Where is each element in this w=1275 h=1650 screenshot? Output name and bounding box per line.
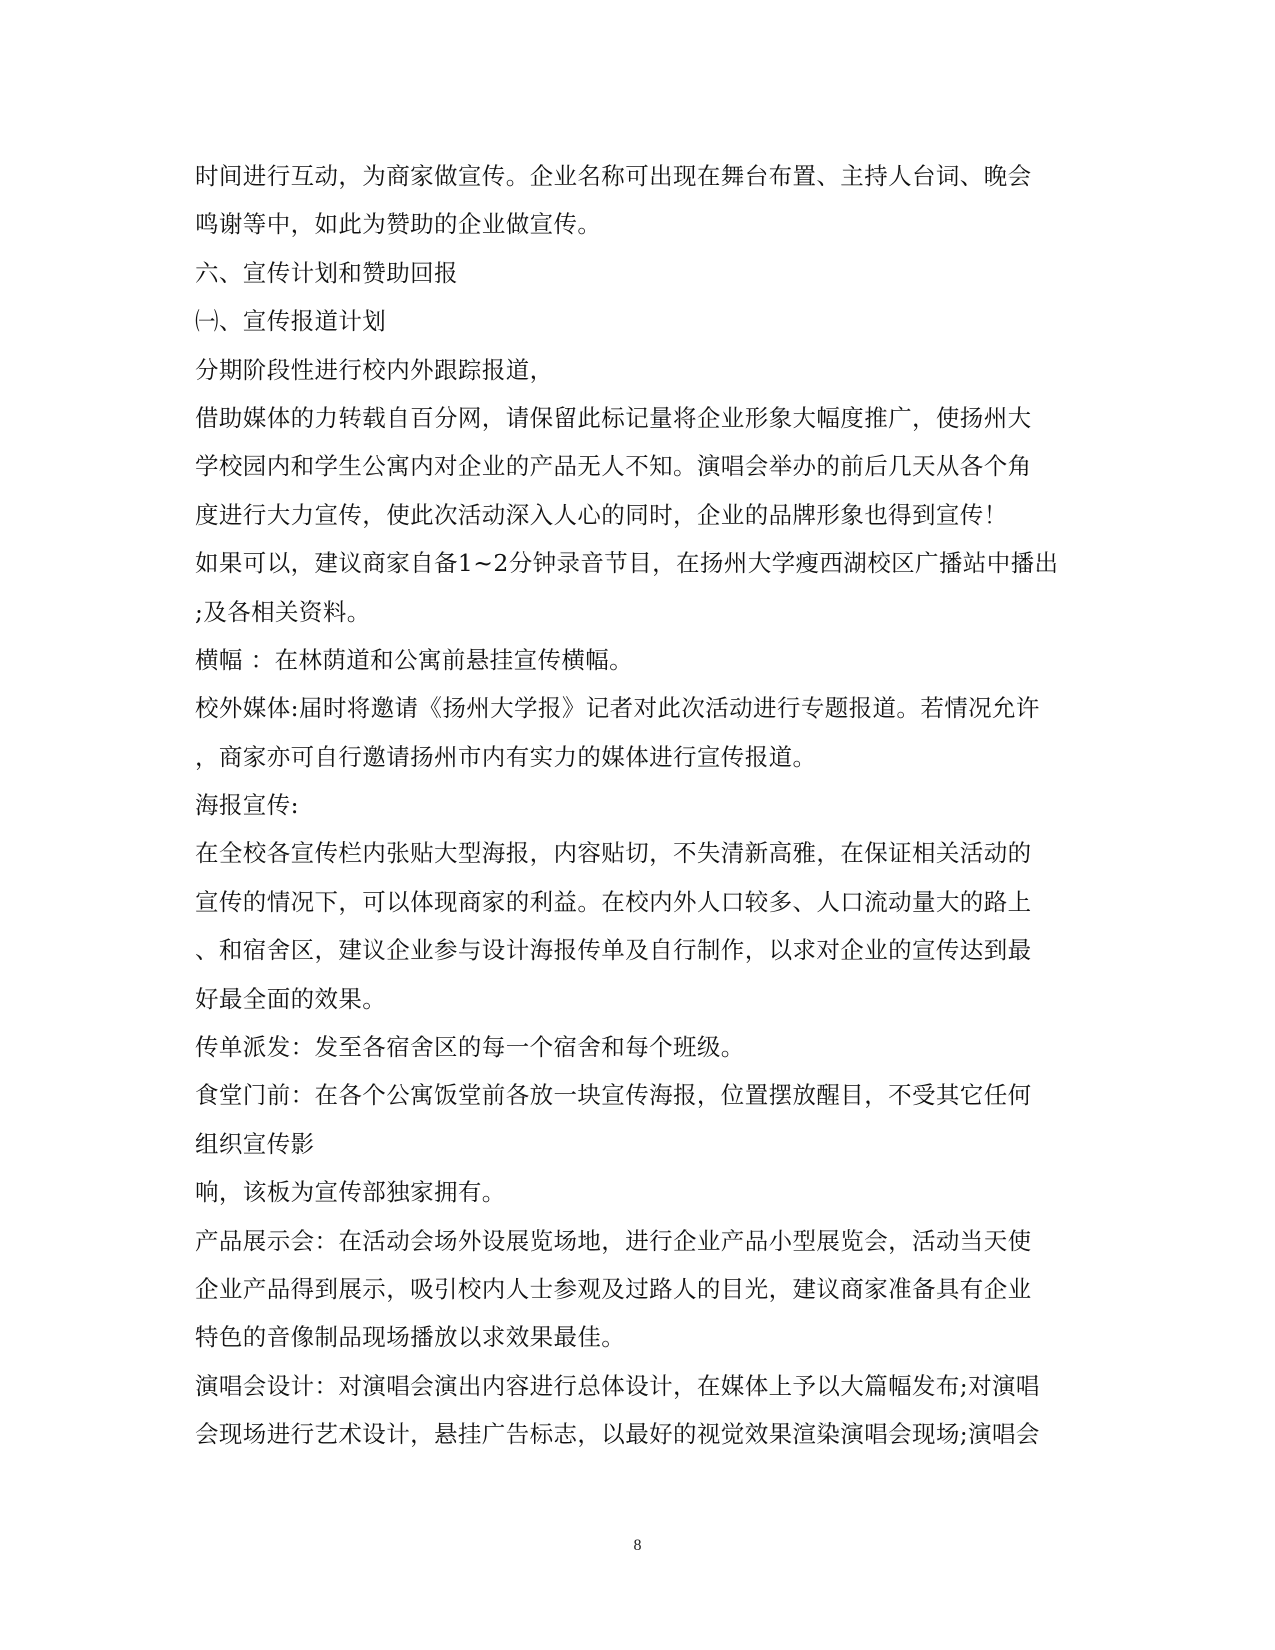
text-line: 食堂门前：在各个公寓饭堂前各放一块宣传海报，位置摆放醒目，不受其它任何 (195, 1081, 1032, 1110)
text-line: 企业产品得到展示，吸引校内人士参观及过路人的目光，建议商家准备具有企业 (195, 1274, 1032, 1303)
text-line: 宣传的情况下，可以体现商家的利益。在校内外人口较多、人口流动量大的路上 (195, 887, 1032, 916)
text-line: 海报宣传: (195, 791, 299, 820)
text-line: 、和宿舍区，建议企业参与设计海报传单及自行制作，以求对企业的宣传达到最 (195, 936, 1032, 965)
text-line: 鸣谢等中，如此为赞助的企业做宣传。 (195, 210, 602, 239)
text-line: 响，该板为宣传部独家拥有。 (195, 1178, 506, 1207)
text-line: 传单派发：发至各宿舍区的每一个宿舍和每个班级。 (195, 1033, 745, 1062)
text-line: 学校园内和学生公寓内对企业的产品无人不知。演唱会举办的前后几天从各个角 (195, 452, 1032, 481)
text-line: 演唱会设计：对演唱会演出内容进行总体设计，在媒体上予以大篇幅发布;对演唱 (195, 1371, 1040, 1400)
section-heading: 六、宣传计划和赞助回报 (195, 258, 458, 287)
text-line: 度进行大力宣传，使此次活动深入人心的同时，企业的品牌形象也得到宣传！ (195, 500, 1008, 529)
subsection-heading: ㈠、宣传报道计划 (195, 307, 387, 336)
text-line: 组织宣传影 (195, 1129, 315, 1158)
text-line: 好最全面的效果。 (195, 984, 387, 1013)
text-line: 校外媒体:届时将邀请《扬州大学报》记者对此次活动进行专题报道。若情况允许 (195, 694, 1040, 723)
text-line: 如果可以，建议商家自备1~2分钟录音节目，在扬州大学瘦西湖校区广播站中播出 (195, 549, 1059, 578)
text-line: 在全校各宣传栏内张贴大型海报，内容贴切，不失清新高雅，在保证相关活动的 (195, 839, 1032, 868)
text-line: 借助媒体的力转载自百分网，请保留此标记量将企业形象大幅度推广，使扬州大 (195, 403, 1032, 432)
text-line: 横幅 ：在林荫道和公寓前悬挂宣传横幅。 (195, 645, 634, 674)
page-number: 8 (633, 1537, 642, 1554)
text-line: ，商家亦可自行邀请扬州市内有实力的媒体进行宣传报道。 (195, 742, 817, 771)
body-text (195, 152, 1085, 1459)
text-line: 会现场进行艺术设计，悬挂广告标志，以最好的视觉效果渲染演唱会现场;演唱会 (195, 1420, 1040, 1449)
text-line: 特色的音像制品现场播放以求效果最佳。 (195, 1323, 626, 1352)
text-line: 时间进行互动，为商家做宣传。企业名称可出现在舞台布置、主持人台词、晚会 (195, 162, 1032, 190)
text-line: 产品展示会：在活动会场外设展览场地，进行企业产品小型展览会，活动当天使 (195, 1226, 1032, 1255)
text-line: 分期阶段性进行校内外跟踪报道， (195, 355, 554, 384)
text-line: ;及各相关资料。 (195, 597, 371, 626)
